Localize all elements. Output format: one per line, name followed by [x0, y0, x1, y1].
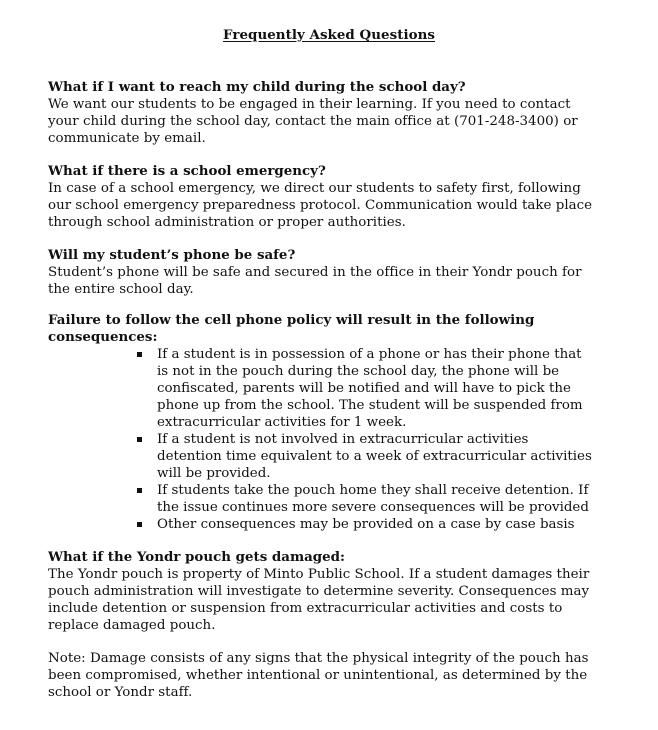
section-line: In case of a school emergency, we direct our students to safety first, following: [48, 181, 581, 196]
consequences-heading: [48, 312, 623, 346]
section-line: Student’s phone will be safe and secured in the office in their Yondr pouch for: [48, 265, 582, 280]
list-item-line: phone up from the school. The student will be suspended from: [157, 398, 583, 413]
consequences-heading-line: Failure to follow the cell phone policy will result in the following: [48, 312, 535, 328]
list-item: [131, 346, 611, 431]
section-heading: Will my student’s phone be safe?: [48, 247, 296, 263]
section-heading: What if the Yondr pouch gets damaged:: [48, 549, 345, 565]
note-line: been compromised, whether intentional or unintentional, as determined by the: [48, 668, 588, 683]
faq-section-pouch-damaged: [48, 549, 623, 634]
section-line: We want our students to be engaged in their learning. If you need to contact: [48, 97, 571, 112]
section-line: The Yondr pouch is property of Minto Public School. If a student damages their: [48, 567, 590, 582]
list-item-line: is not in the pouch during the school day, the phone will be: [157, 364, 560, 379]
list-item-line: detention time equivalent to a week of extracurricular activities: [157, 449, 592, 464]
list-item-line: will be provided.: [157, 466, 271, 481]
list-item-line: If a student is in possession of a phone or has their phone that: [157, 347, 582, 362]
section-line: your child during the school day, contact the main office at (701-248-3400) or: [48, 114, 578, 129]
bullet-square-icon: [137, 352, 142, 357]
bullet-square-icon: [137, 522, 142, 527]
consequences-list: [131, 346, 611, 533]
section-line: replace damaged pouch.: [48, 618, 216, 633]
faq-section-emergency: [48, 163, 623, 231]
damage-note: [48, 650, 623, 701]
list-item: [131, 516, 611, 533]
section-heading: What if I want to reach my child during the school day?: [48, 79, 466, 95]
consequences-heading-line: consequences:: [48, 329, 158, 345]
list-item: [131, 431, 611, 482]
faq-section-phone-safe: [48, 247, 623, 298]
section-heading: What if there is a school emergency?: [48, 163, 326, 179]
list-item-line: extracurricular activities for 1 week.: [157, 415, 407, 430]
section-line: the entire school day.: [48, 282, 194, 297]
faq-section-reach-child: [48, 79, 623, 147]
bullet-square-icon: [137, 488, 142, 493]
section-line: communicate by email.: [48, 131, 206, 146]
list-item-line: If a student is not involved in extracurricular activities: [157, 432, 529, 447]
note-line: Note: Damage consists of any signs that the physical integrity of the pouch has: [48, 651, 589, 666]
section-line: through school administration or proper authorities.: [48, 215, 406, 230]
list-item-line: If students take the pouch home they shall receive detention. If: [157, 483, 589, 498]
list-item: [131, 482, 611, 516]
section-line: our school emergency preparedness protocol. Communication would take place: [48, 198, 593, 213]
list-item-line: confiscated, parents will be notified and will have to pick the: [157, 381, 571, 396]
list-item-line: the issue continues more severe consequences will be provided: [157, 500, 589, 515]
page-title: Frequently Asked Questions: [223, 27, 435, 43]
note-line: school or Yondr staff.: [48, 685, 193, 700]
bullet-square-icon: [137, 437, 142, 442]
section-line: pouch administration will investigate to determine severity. Consequences may: [48, 584, 590, 599]
list-item-line: Other consequences may be provided on a case by case basis: [157, 517, 575, 532]
section-line: include detention or suspension from extracurricular activities and costs to: [48, 601, 563, 616]
